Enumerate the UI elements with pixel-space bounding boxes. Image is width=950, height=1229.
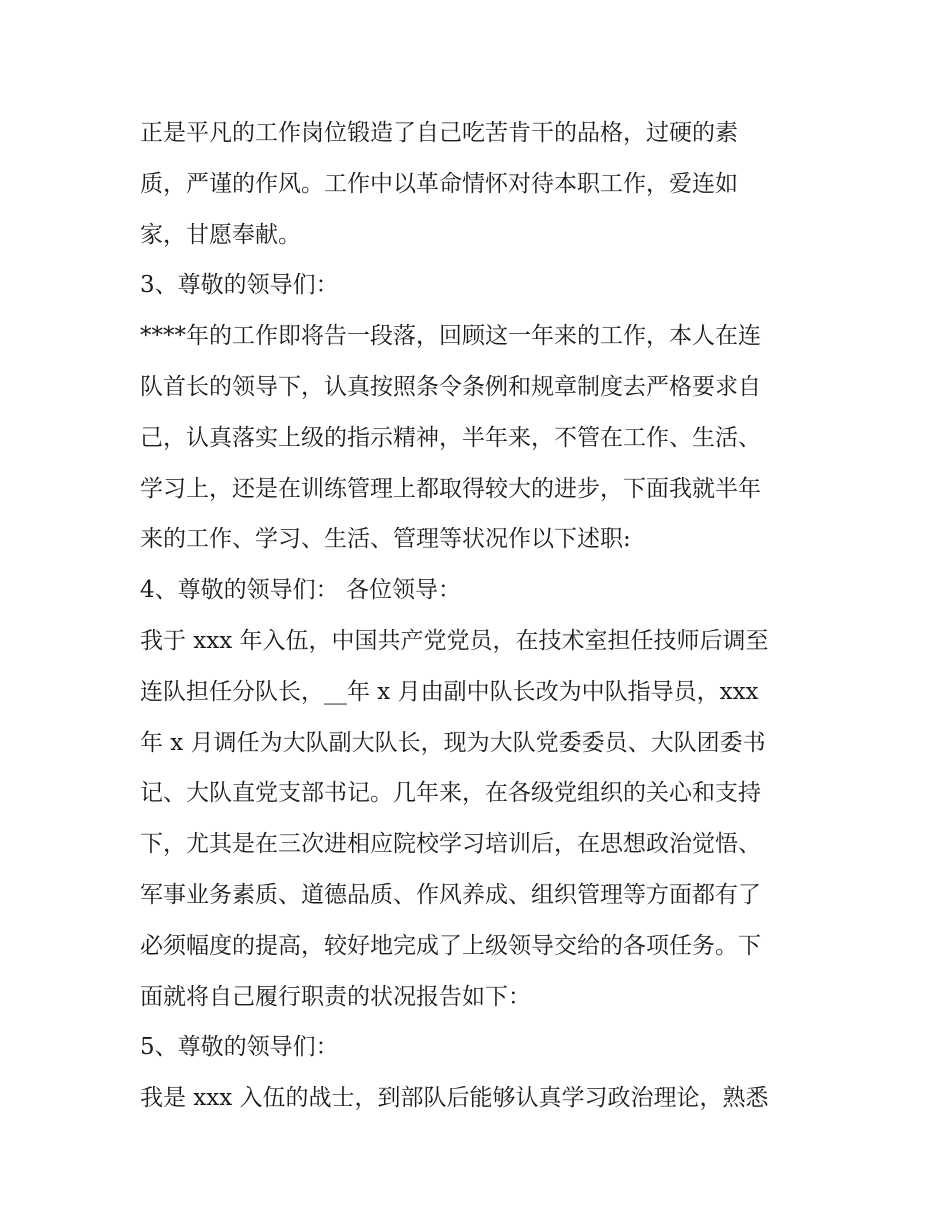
section-heading-5: 5、尊敬的领导们： [140,1034,339,1061]
paragraph-line: 必须幅度的提高，较好地完成了上级领导交给的各项任务。下 [140,932,761,959]
paragraph-line: 我是 xxx 入伍的战士，到部队后能够认真学习政治理论，熟悉 [140,1085,769,1112]
paragraph-line: 记、大队直党支部书记。几年来，在各级党组织的关心和支持 [140,780,761,807]
paragraph-line: ****年的工作即将告一段落，回顾这一年来的工作，本人在连 [140,323,761,350]
paragraph-line: 质，严谨的作风。工作中以革命情怀对待本职工作，爱连如 [140,170,738,197]
paragraph-line: 来的工作、学习、生活、管理等状况作以下述职: [140,526,631,553]
paragraph-line: 己，认真落实上级的指示精神，半年来，不管在工作、生活、 [140,424,761,451]
document-body [140,108,820,1124]
section-heading-4: 4、尊敬的领导们： 各位领导： [140,577,461,604]
paragraph-line: 家，甘愿奉献。 [140,221,301,248]
paragraph-line: 队首长的领导下，认真按照条令条例和规章制度去严格要求自 [140,373,761,400]
paragraph-line: 年 x 月调任为大队副大队长，现为大队党委委员、大队团委书 [140,729,766,756]
paragraph-line: 军事业务素质、道德品质、作风养成、组织管理等方面都有了 [140,881,761,908]
paragraph-line: 连队担任分队长，__年 x 月由副中队长改为中队指导员，xxx [140,678,759,705]
paragraph-line: 面就将自己履行职责的状况报告如下： [140,983,531,1010]
paragraph-line: 学习上，还是在训练管理上都取得较大的进步，下面我就半年 [140,475,761,502]
paragraph-line: 下，尤其是在三次进相应院校学习培训后，在思想政治觉悟、 [140,831,761,858]
paragraph-line: 我于 xxx 年入伍，中国共产党党员，在技术室担任技师后调至 [140,627,769,654]
paragraph-line: 正是平凡的工作岗位锻造了自己吃苦肯干的品格，过硬的素 [140,120,738,146]
section-heading-3: 3、尊敬的领导们： [140,272,339,299]
